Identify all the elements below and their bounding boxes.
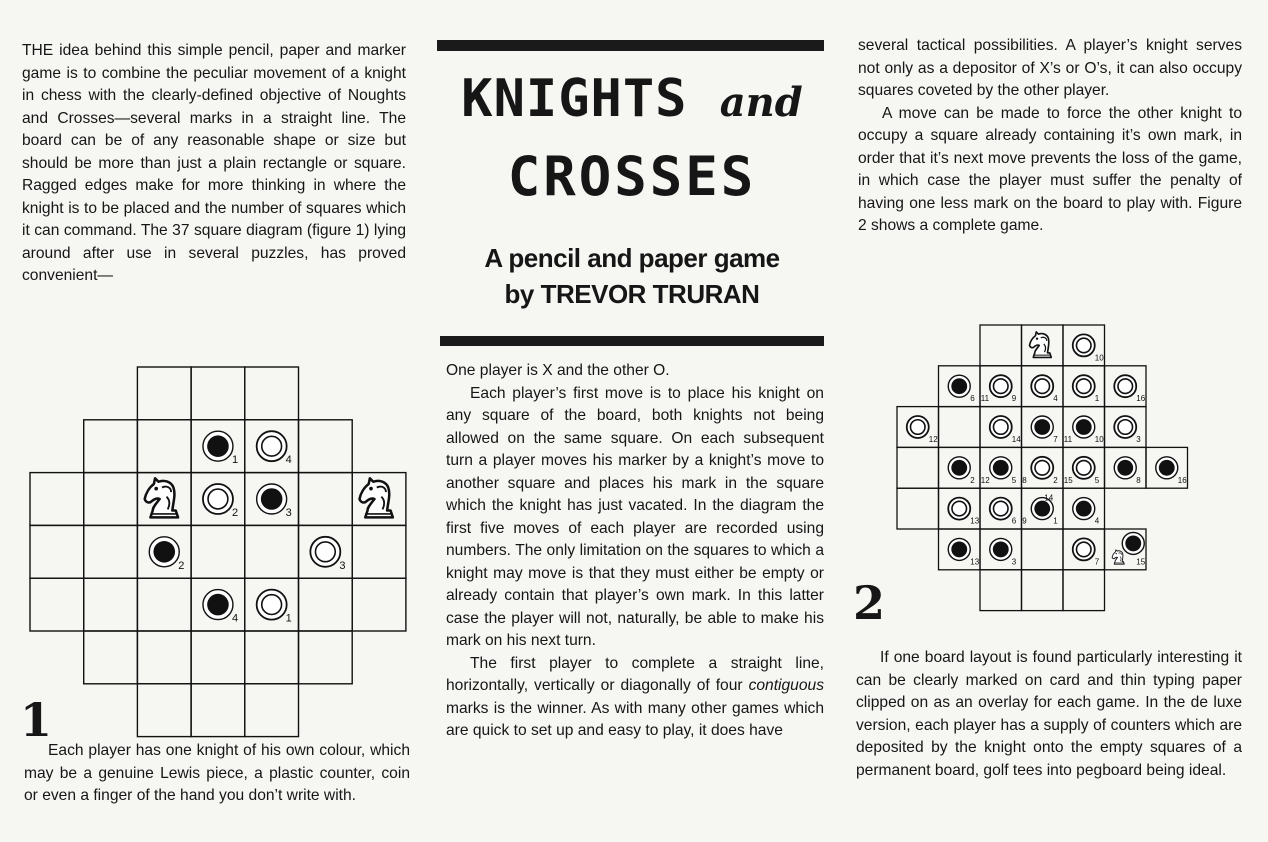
intro-paragraph: THE idea behind this simple pencil, paper and marker game is to combine the peculiar movement of a knight in chess with the clearly-defined objective of Noughts and Crosses—several marks in a straight line. The board can be of any reasonable shape or size but should be more than just a plain rectangle or square. Ragged edges make for more thinking in where the knight is to be placed and the number of squares which it can command. The 37 square diagram (figure 1) lying around after use in several puzzles, has proved convenient— — [22, 42, 406, 284]
title-crosses: CROSSES — [507, 145, 757, 208]
middle-column-text — [446, 360, 824, 743]
tactics-p1: several tactical possibilities. A player’s knight serves not only as a depositor of X’s or O’s, it can also occupy squares coveted by the other player. — [858, 37, 1242, 99]
board-square — [137, 367, 191, 420]
byline: by TREVOR TRURAN — [504, 279, 760, 309]
cross-mark-fill — [1076, 501, 1092, 517]
rules-p3-emphasis: contiguous — [748, 677, 824, 694]
rules-p1: One player is X and the other O. — [446, 362, 670, 379]
knight-icon — [360, 478, 393, 517]
move-number: 2 — [970, 475, 975, 485]
move-number: 2 — [178, 559, 185, 572]
move-number: 16 — [1136, 394, 1146, 404]
board-square — [84, 631, 138, 684]
cross-mark-fill — [153, 541, 175, 563]
rules-p2: Each player’s first move is to place his knight on any square of the board, both knights not being allowed on the same square. On each subsequent turn a player moves his marker by a knight’s move to another square and places his mark in the square which the knight has just vacated. In the diagram the first five moves of each player are recorded using numbers. The only limitation on the squares to which a knight may move is that they must either be empty or already contain that player’s own mark. In this latter case the player will not, naturally, be able to make his mark on his next turn. — [446, 384, 824, 649]
move-number: 1 — [1094, 394, 1100, 404]
board-square — [84, 525, 138, 578]
right-column-bottom — [856, 647, 1242, 782]
board-square — [245, 684, 299, 737]
cross-mark-fill — [1034, 501, 1050, 517]
move-number: 9 — [1022, 516, 1027, 526]
move-number: 3 — [285, 507, 292, 519]
move-number: 15 — [1063, 475, 1073, 485]
title-bottom-rule — [440, 336, 824, 346]
deluxe-paragraph: If one board layout is found particularly interesting it can be clearly marked on card and thin typing paper clipped on as an overlay for each game. In the de luxe version, each player has a supply of counters which are deposited by the knight onto the empty squares of a permanent board, golf tees into pegboard being ideal. — [856, 649, 1242, 779]
cross-mark-fill — [951, 541, 967, 557]
board-square — [299, 578, 353, 631]
move-number: 4 — [1053, 394, 1058, 404]
board-square — [30, 525, 84, 578]
board-square — [137, 578, 191, 631]
outro-paragraph: Each player has one knight of his own colour, which may be a genuine Lewis piece, a plastic counter, coin or even a finger of the hand you don’t write with. — [24, 742, 410, 804]
move-number: 2 — [231, 507, 239, 519]
move-number: 8 — [1022, 475, 1027, 485]
board-square — [352, 578, 406, 631]
move-number: 8 — [1136, 475, 1141, 485]
board-square — [980, 570, 1022, 611]
board-square — [191, 367, 245, 420]
board-square — [84, 473, 138, 526]
rules-p3 — [446, 653, 824, 743]
board-square — [30, 578, 84, 631]
board-square — [84, 578, 138, 631]
cross-mark-fill — [993, 541, 1009, 557]
board-square — [299, 631, 353, 684]
board-square — [191, 525, 245, 578]
cross-mark-fill — [993, 460, 1009, 476]
board-square — [245, 631, 299, 684]
title-knights: KNIGHTS — [461, 69, 688, 129]
move-number: 3 — [339, 559, 346, 572]
move-number: 10 — [1094, 353, 1104, 363]
move-number: 5 — [1011, 475, 1017, 485]
board-square — [245, 525, 299, 578]
board-square — [137, 420, 191, 473]
figure-1-label: 1 — [20, 693, 53, 747]
board-square — [897, 488, 939, 529]
rules-p3-end: marks is the winner. As with many other games which are quick to set up and easy to play, it does have — [446, 699, 824, 739]
move-number: 2 — [1053, 475, 1058, 485]
move-number: 6 — [970, 394, 975, 404]
board-square — [191, 631, 245, 684]
move-number: 12 — [980, 475, 990, 485]
cross-mark-fill — [951, 460, 967, 476]
cross-mark-fill — [1159, 460, 1175, 476]
move-number: 3 — [1011, 557, 1017, 567]
move-number: 1 — [1053, 516, 1058, 526]
move-number: 10 — [1094, 435, 1104, 444]
move-number: 4 — [1094, 516, 1100, 526]
subtitle-line-1: A pencil and paper game — [484, 243, 780, 273]
figure-2-label: 2 — [853, 576, 886, 630]
board-square — [137, 684, 191, 737]
title-top-rule — [437, 40, 824, 51]
board-square — [939, 407, 981, 448]
board-square — [137, 631, 191, 684]
move-number: 6 — [1011, 516, 1017, 526]
cross-mark-fill — [1076, 419, 1092, 435]
board-square — [1063, 570, 1105, 611]
cross-mark-fill — [1125, 535, 1141, 551]
board-square — [299, 420, 353, 473]
board-square — [245, 367, 299, 420]
move-number: 3 — [1136, 435, 1141, 444]
move-number: 5 — [1094, 475, 1100, 485]
move-number: 13 — [970, 516, 980, 526]
tactics-p2: A move can be made to force the other knight to occupy a square already containing it’s own mark, in order that it’s next move prevents the loss of the game, in which case the player must suffer the penalty of having one less mark on the board to play with. Figure 2 shows a complete game. — [858, 104, 1242, 234]
move-number: 1 — [285, 612, 292, 625]
move-number: 13 — [970, 557, 980, 567]
move-number: 4 — [285, 454, 292, 467]
figure-1-board — [30, 367, 410, 737]
move-number: 16 — [1177, 475, 1187, 485]
board-square — [191, 684, 245, 737]
board-square — [299, 473, 353, 526]
board-square — [897, 447, 939, 488]
left-column-outro — [24, 740, 410, 808]
move-number: 7 — [1053, 435, 1058, 444]
subtitle — [440, 240, 824, 312]
title-and: and — [719, 79, 803, 126]
cross-mark-fill — [1117, 460, 1133, 476]
board-square — [352, 525, 406, 578]
move-number: 12 — [928, 435, 938, 444]
knight-icon — [1030, 332, 1052, 358]
cross-mark-fill — [951, 378, 967, 394]
left-column-intro — [22, 40, 406, 288]
board-square — [1022, 570, 1064, 611]
board-square — [1022, 529, 1064, 570]
cross-mark-fill — [1034, 419, 1050, 435]
board-square — [84, 420, 138, 473]
move-number: 11 — [1063, 435, 1073, 444]
rules-p3-start: The first player to complete a straight line, horizontally, vertically or diagonally of four — [446, 654, 824, 694]
move-number: 14 — [1011, 435, 1021, 444]
title-line-1 — [440, 64, 824, 138]
cross-mark-fill — [207, 594, 229, 616]
move-number: 15 — [1136, 557, 1146, 567]
move-number: 1 — [231, 454, 239, 467]
right-column-top — [858, 35, 1242, 238]
knight-icon — [145, 478, 178, 517]
move-number: 4 — [231, 612, 239, 625]
cross-mark-fill — [207, 435, 229, 457]
board-square — [30, 473, 84, 526]
cross-mark-fill — [261, 488, 283, 510]
move-number: 14 — [1044, 493, 1054, 503]
move-number: 7 — [1094, 557, 1100, 567]
move-number: 11 — [980, 394, 990, 404]
figure-2-board — [897, 325, 1197, 615]
board-square — [980, 325, 1022, 366]
move-number: 9 — [1011, 394, 1017, 404]
knight-icon — [1112, 550, 1124, 564]
